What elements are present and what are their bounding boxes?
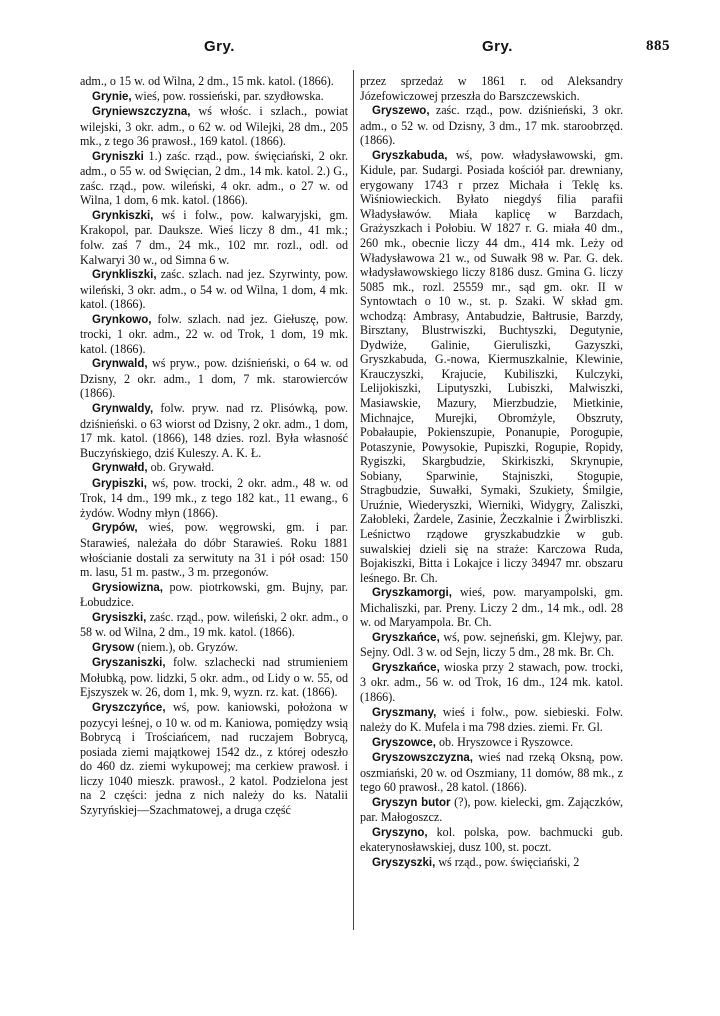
dictionary-entry [360,705,623,735]
dictionary-entry [360,660,623,705]
entry-headword: Gryszkamorgi, [372,587,452,600]
entry-headword: Gryszmany, [372,706,437,719]
entry-text: wieś, pow. rossieński, par. szydłowska. [131,88,324,103]
dictionary-entry [80,520,348,579]
entry-headword: Gryszowszczyzna, [372,752,473,765]
page-number: 885 [646,38,670,54]
running-head-right: Gry. [482,38,513,55]
entry-text: (niem.), ob. Gryzów. [134,639,238,654]
entry-text: kol. polska, pow. bachmucki gub. ekaterynosławskiej, dusz 100, st. poczt. [360,824,623,855]
entry-text: wieś i folw., pow. siebieski. Folw. należy do K. Mufela i ma 798 dzies. ziemi. Fr. Gl. [360,704,623,735]
entry-text: wś pryw., pow. dziśnieński, o 64 w. od Dzisny, 2 okr. adm., 1 dom, 7 mk. starowierców (1866). [80,356,348,401]
entry-text: wś, pow. sejneński, gm. Klejwy, par. Sejny. Odl. 3 w. od Sejn, liczy 5 dm., 28 mk. Br. Ch. [360,629,623,660]
entry-headword: Gryniewszczyzna, [92,106,191,119]
entry-headword: Grypów, [92,522,138,535]
right-column [360,74,623,974]
dictionary-entry [80,580,348,610]
dictionary-entry [80,476,348,521]
dictionary-entry [360,630,623,660]
entry-headword: Gryszczyńce, [92,701,166,714]
entry-text: ob. Hryszowce i Ryszowce. [435,734,574,749]
entry-headword: Gryszkańce, [372,661,440,674]
column-divider [353,70,354,930]
entry-headword: Gryszkabuda, [372,149,448,162]
dictionary-entry [360,103,623,148]
entry-text: folw. pryw. nad rz. Plisówką, pow. dziśnieński. o 63 wiorst od Dzisny, 2 okr. adm., 1 dom, 17 mk. katol. (1866), 148 dzies. rozl. Była własność Buczyńskiego, dziś Kuleszy. A. K. Ł. [80,401,348,460]
dictionary-entry [80,89,348,105]
entry-text: zaśc. rząd., pow. dziśnieński, 3 okr. adm., o 52 w. od Dzisny, 3 dm., 17 mk. staroobrzęd. (1866). [360,103,623,148]
dictionary-entry [360,148,623,585]
entry-headword: Grynwald, [92,358,148,371]
entry-text: pow. piotrkowski, gm. Bujny, par. Łobudzice. [80,579,348,610]
entry-headword: Gryszkańce, [372,631,440,644]
entry-text: folw. szlach. nad jez. Giełuszę, pow. trocki, 1 okr. adm., 22 w. od Trok, 1 dom, 19 mk. katol. (1866). [80,311,348,356]
entry-headword: Grynkiszki, [92,209,154,222]
dictionary-entry [360,585,623,630]
entry-text: wś, pow. trocki, 2 okr. adm., 48 w. od Trok, 14 dm., 199 mk., z tego 182 kat., 11 ewang., 6 żydów. Wodny młyn (1866). [80,475,348,520]
dictionary-entry [80,312,348,357]
entry-text: wś rząd., pow. święciański, 2 [435,854,580,869]
dictionary-entry [80,104,348,149]
entry-headword: Gryszewo, [372,105,430,118]
entry-headword: Gryszyszki, [372,856,436,869]
entry-headword: Grynkliszki, [92,269,157,282]
dictionary-entry [360,750,623,795]
entry-headword: Grypiszki, [92,477,147,490]
entry-text: przez sprzedaż w 1861 r. od Aleksandry Józefowiczowej przeszła do Barszczewskich. [360,74,623,103]
dictionary-entry [360,825,623,855]
entry-headword: Gryszyno, [372,826,428,839]
entry-text: zaśc. szlach. nad jez. Szyrwinty, pow. wileński, 3 okr. adm., o 54 w. od Wilna, 1 dom, 4 mk. katol. (1866). [80,267,348,312]
dictionary-entry [80,610,348,640]
entry-text: wś i folw., pow. kalwaryjski, gm. Krakopol, par. Dauksze. Wieś liczy 8 dm., 41 mk.; folw. zaś 7 dm., 24 mk., 102 mr. rozl., odl. od Kalwaryi 30 w., od Simna 6 w. [80,207,348,267]
entry-headword: Grynkowo, [92,313,152,326]
dictionary-entry [80,149,348,208]
entry-headword: Grysow [92,641,135,654]
entry-text: wś włośc. i szlach., powiat wilejski, 3 okr. adm., o 62 w. od Wilejki, 28 dm., 205 mk., z tego 36 prawosł., 169 katol. (1866). [80,104,348,149]
running-head-left: Gry. [204,38,235,55]
entry-headword: Gryszaniszki, [92,657,166,670]
entry-headword: Grynwaldy, [92,403,154,416]
entry-text: zaśc. rząd., pow. wileński, 2 okr. adm., o 58 w. od Wilna, 2 dm., 19 mk. katol. (1866). [80,609,348,640]
dictionary-entry [80,208,348,267]
dictionary-entry [360,74,623,103]
dictionary-entry [80,267,348,312]
entry-text: wś, pow. władysławowski, gm. Kidule, par. Sudargi. Posiada kościół par. drewniany, erygowany 1743 r przez Michała i Teklę ks. Wiśniowieckich. Byłato niegdyś filia parafii Władysławów. Miała kaplicę w Barzdach, Grażyszkach i Połobiu. W 1827 r. G. miała 40 dm., 260 mk., obecnie liczy 44 dm., 414 mk. Leży od Władysławowa 21 w., od Suwałk 98 w. Par. G. dek. władysławowskiego liczy 8186 dusz. Gmina G. liczy 5085 mk., rozl. 25559 mr., sąd gm. okr. II w Syntowtach o 10 w., st. p. Szaki. W skład gm. wchodzą: Ambrasy, Antabudzie, Bałtrusie, Barzdy, Birsztany, Blustrwiszki, Buchtyszki, Degutynie, Dydwiże, Galinie, Gieruliszki, Gazyszki, Gryszkabuda, G.-nowa, Kiermuszkalnie, Klewinie, Krauczyszki, Krajucie, Kubiliszki, Kulczyki, Lelijokiszki, Liputyszki, Lubiszki, Malwiszki, Masiawskie, Mazury, Mierzbudzie, Mietkinie, Michnajce, Murejki, Obromżyle, Obszruty, Pobałaupie, Pokienszupie, Ponanupie, Porogupie, Potaszynie, Powysokie, Pupiszki, Rogupie, Ropidy, Rygiszki, Skargbudzie, Skirkiszki, Skrynupie, Sobiany, Sparwinie, Stajniszki, Stogupie, Stragbudzie, Suwałki, Symaki, Szukiety, Śmilgie, Uruźnie, Wiederyszki, Wierniki, Widygry, Zaliszki, Załobleki, Żardele, Zasinie, Żeczkalnie i Żwirbliszki. Leśnictwo rządowe gryszkabudzkie w gub. suwalskiej dzieli się na straże: Karczowa Ruda, Bojakiszki, Bitta i Lokajce i liczy 34947 mr. obszaru leśnego. Br. Ch. [360,147,623,585]
entry-text: wieś nad rzeką Oksną, pow. oszmiański, 20 w. od Oszmiany, 11 domów, 88 mk., z tego 60 prawosł., 28 katol. (1866). [360,750,623,795]
dictionary-entry [80,655,348,700]
entry-text: wś, pow. kaniowski, położona w pozycyi leśnej, o 10 w. od m. Kaniowa, pomiędzy wsią Bobrycą i Trościańcem, nad ruczajem Bobrycą, posiada ziemi majątkowej 1542 dz., z której odeszło do 460 dz. ziemi wykupowej; ma cerkiew prawosł. i liczy 1040 mieszk. prawosł., 2 katol. Podzielona jest na 2 części: jedna z nich należy do ks. Natalii Szyryńskiej—Szachmatowej, a druga część [80,699,348,817]
entry-headword: Gryszyn butor [372,796,451,809]
dictionary-entry [80,700,348,817]
entry-headword: Gryszowce, [372,736,436,749]
entry-headword: Grynie, [92,90,132,103]
entry-text: ob. Grywałd. [147,460,215,475]
dictionary-entry [360,855,623,871]
entry-headword: Grynwałd, [92,462,148,475]
entry-text: 1.) zaśc. rząd., pow. święciański, 2 okr. adm., o 55 w. od Swięcian, 2 dm., 14 mk. katol. 2.) G., zaśc. rząd., pow. wileński, 4 okr. adm., o 27 w. od Wilna, 1 dom, 6 mk. katol. (1866). [80,148,348,208]
dictionary-entry [360,735,623,751]
dictionary-entry [80,640,348,656]
dictionary-entry [360,795,623,825]
entry-text: folw. szlachecki nad strumieniem Mołubką, pow. lidzki, 5 okr. adm., od Lidy o w. 55, od Ejszyszek w. 26, dom 1, mk. 9, wyzn. rz. kat. (1866). [80,655,348,700]
entry-headword: Grysiowizna, [92,581,163,594]
dictionary-entry [80,356,348,401]
entry-headword: Gryniszki [92,150,144,163]
entry-text: wieś, pow. węgrowski, gm. i par. Starawieś, należała do dóbr Starawieś. Roku 1881 włościanie dostali za serwituty na 31 i pół osad: 150 m. lasu, 51 m. pastw., 3 m. przegonów. [80,520,348,580]
left-column [80,74,348,974]
entry-text: adm., o 15 w. od Wilna, 2 dm., 15 mk. katol. (1866). [80,74,334,88]
entry-headword: Grysiszki, [92,611,147,624]
dictionary-entry [80,74,348,89]
entry-text: (?), pow. kielecki, gm. Zajączków, par. Małogoszcz. [360,794,623,825]
dictionary-entry [80,460,348,476]
entry-text: wieś, pow. maryampolski, gm. Michaliszki, par. Preny. Liczy 2 dm., 14 mk., odl. 28 w. od Maryampola. Br. Ch. [360,585,623,630]
dictionary-entry [80,401,348,460]
entry-text: wioska przy 2 stawach, pow. trocki, 3 okr. adm., 56 w. od Trok, 16 dm., 124 mk. katol. (1866). [360,659,623,704]
